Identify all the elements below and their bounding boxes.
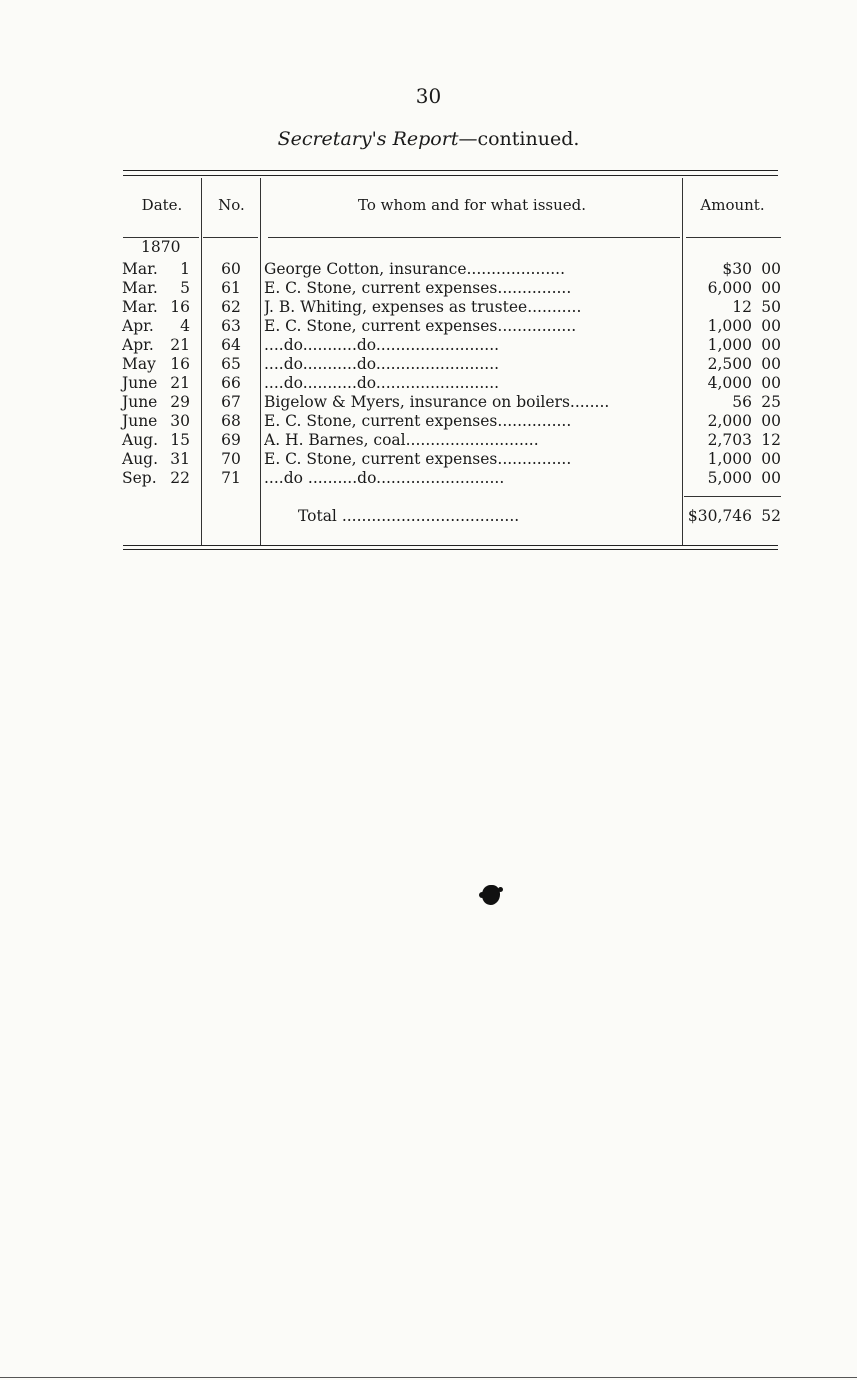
year-label: 1870: [141, 238, 181, 256]
header-underline-amount: [686, 237, 781, 238]
bottom-rule-2: [123, 549, 778, 550]
row-description: J. B. Whiting, expenses as trustee...........: [264, 298, 582, 316]
row-dollars: 6,000: [707, 279, 752, 297]
row-cents: 50: [761, 298, 781, 316]
row-cents: 00: [761, 412, 781, 430]
row-dollars: 1,000: [707, 336, 752, 354]
table-row: [0, 431, 857, 450]
bottom-rule-1: [123, 545, 778, 546]
header-date: Date.: [141, 196, 183, 214]
row-number: 69: [221, 431, 241, 449]
table-row: [0, 298, 857, 317]
header-underline-desc: [268, 237, 680, 238]
row-month: Sep.: [122, 469, 157, 487]
row-day: 5: [180, 279, 190, 297]
row-description: ....do...........do.........................: [264, 336, 500, 354]
row-month: June: [122, 412, 158, 430]
row-number: 65: [221, 355, 241, 373]
row-description: E. C. Stone, current expenses...............: [264, 279, 572, 297]
row-dollars: 1,000: [707, 317, 752, 335]
row-dollars: 2,703: [707, 431, 752, 449]
row-number: 60: [221, 260, 241, 278]
row-cents: 00: [761, 355, 781, 373]
row-description: E. C. Stone, current expenses...............: [264, 412, 572, 430]
table-row: [0, 355, 857, 374]
total-dollars: $30,746: [687, 507, 752, 525]
row-description: A. H. Barnes, coal...........................: [264, 431, 539, 449]
row-month: May: [122, 355, 156, 373]
row-month: Mar.: [122, 279, 158, 297]
page-title: [0, 128, 857, 150]
row-dollars: 2,500: [707, 355, 752, 373]
row-cents: 00: [761, 317, 781, 335]
row-dollars: 1,000: [707, 450, 752, 468]
row-month: Mar.: [122, 298, 158, 316]
row-number: 68: [221, 412, 241, 430]
row-number: 71: [221, 469, 241, 487]
row-day: 1: [180, 260, 190, 278]
row-number: 63: [221, 317, 241, 335]
row-number: 61: [221, 279, 241, 297]
row-month: Mar.: [122, 260, 158, 278]
total-row: [0, 507, 857, 526]
row-description: ....do...........do.........................: [264, 374, 500, 392]
row-description: George Cotton, insurance....................: [264, 260, 566, 278]
row-day: 16: [170, 355, 190, 373]
table-row: [0, 279, 857, 298]
row-cents: 00: [761, 374, 781, 392]
table-row: [0, 317, 857, 336]
row-number: 64: [221, 336, 241, 354]
row-day: 21: [170, 374, 190, 392]
top-rule-2: [123, 175, 778, 176]
total-cents: 52: [761, 507, 781, 525]
page-number: 30: [415, 84, 442, 108]
row-month: Apr.: [122, 336, 154, 354]
total-label: Total ....................................: [298, 507, 520, 525]
header-no: No.: [218, 196, 245, 214]
row-cents: 00: [761, 260, 781, 278]
row-day: 30: [170, 412, 190, 430]
row-dollars: 12: [732, 298, 752, 316]
row-number: 62: [221, 298, 241, 316]
row-description: E. C. Stone, current expenses................: [264, 317, 577, 335]
ink-blot: [482, 885, 500, 905]
row-day: 21: [170, 336, 190, 354]
top-rule-1: [123, 170, 778, 171]
row-cents: 00: [761, 336, 781, 354]
row-dollars: $30: [722, 260, 752, 278]
row-dollars: 4,000: [707, 374, 752, 392]
row-day: 29: [170, 393, 190, 411]
row-cents: 00: [761, 450, 781, 468]
header-to-whom: To whom and for what issued.: [358, 196, 586, 214]
table-row: [0, 260, 857, 279]
row-description: ....do ..........do..........................: [264, 469, 505, 487]
title-rest: —continued.: [458, 128, 580, 150]
row-day: 22: [170, 469, 190, 487]
row-cents: 00: [761, 279, 781, 297]
row-cents: 25: [761, 393, 781, 411]
row-day: 4: [180, 317, 190, 335]
row-month: Aug.: [122, 450, 159, 468]
row-dollars: 56: [732, 393, 752, 411]
row-month: Aug.: [122, 431, 159, 449]
table-row: [0, 374, 857, 393]
row-dollars: 5,000: [707, 469, 752, 487]
table-row: [0, 393, 857, 412]
total-rule: [684, 496, 781, 497]
header-underline-no: [203, 237, 258, 238]
table-row: [0, 412, 857, 431]
row-number: 66: [221, 374, 241, 392]
page-bottom-edge: [0, 1377, 857, 1378]
title-italic: Secretary's Report: [277, 128, 459, 150]
table-row: [0, 336, 857, 355]
row-day: 15: [170, 431, 190, 449]
row-cents: 00: [761, 469, 781, 487]
header-amount: Amount.: [700, 196, 765, 214]
row-description: ....do...........do.........................: [264, 355, 500, 373]
row-number: 67: [221, 393, 241, 411]
row-cents: 12: [761, 431, 781, 449]
row-day: 31: [170, 450, 190, 468]
row-month: June: [122, 374, 158, 392]
table-row: [0, 469, 857, 488]
row-dollars: 2,000: [707, 412, 752, 430]
row-month: Apr.: [122, 317, 154, 335]
table-row: [0, 450, 857, 469]
row-day: 16: [170, 298, 190, 316]
row-month: June: [122, 393, 158, 411]
row-description: E. C. Stone, current expenses...............: [264, 450, 572, 468]
row-number: 70: [221, 450, 241, 468]
row-description: Bigelow & Myers, insurance on boilers........: [264, 393, 610, 411]
